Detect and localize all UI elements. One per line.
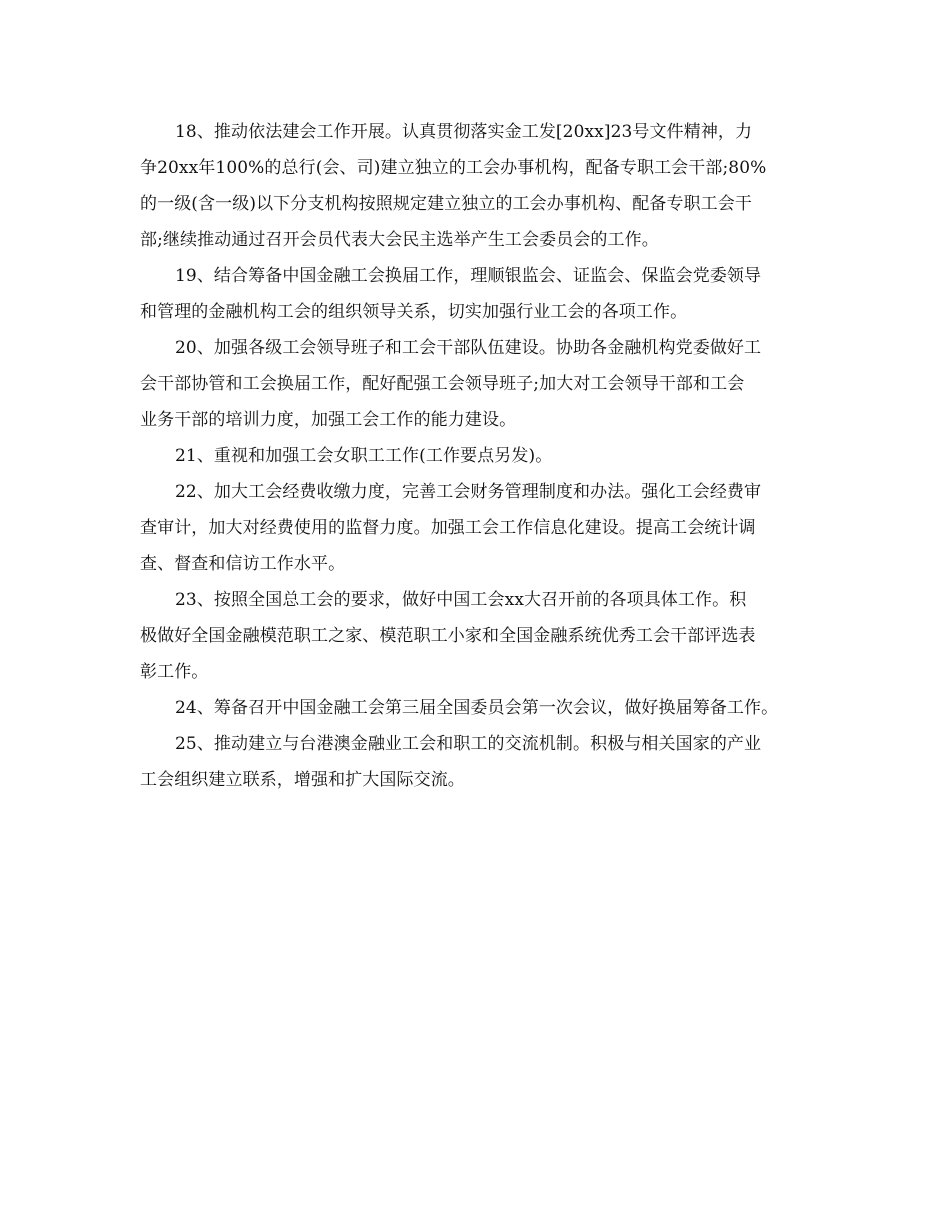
- paragraph-21: [140, 438, 820, 474]
- paragraph-24: [140, 690, 820, 726]
- paragraph-line: 的一级(含一级)以下分支机构按照规定建立独立的工会办事机构、配备专职工会干: [140, 194, 752, 214]
- paragraph-19: [140, 258, 820, 330]
- paragraph-line: 23、按照全国总工会的要求，做好中国工会xx大召开前的各项具体工作。积: [175, 590, 747, 610]
- paragraph-line: 和管理的金融机构工会的组织领导关系，切实加强行业工会的各项工作。: [140, 302, 688, 322]
- paragraph-line: 部;继续推动通过召开会员代表大会民主选举产生工会委员会的工作。: [140, 230, 659, 250]
- paragraph-line: 20、加强各级工会领导班子和工会干部队伍建设。协助各金融机构党委做好工: [175, 338, 762, 358]
- paragraph-line: 22、加大工会经费收缴力度，完善工会财务管理制度和办法。强化工会经费审: [175, 482, 762, 502]
- paragraph-line: 工会组织建立联系，增强和扩大国际交流。: [140, 770, 465, 790]
- paragraph-20: [140, 330, 820, 438]
- paragraph-line: 会干部协管和工会换届工作，配好配强工会领导班子;加大对工会领导干部和工会: [140, 374, 745, 394]
- paragraph-line: 21、重视和加强工会女职工工作(工作要点另发)。: [175, 446, 553, 466]
- paragraph-line: 查审计，加大对经费使用的监督力度。加强工会工作信息化建设。提高工会统计调: [140, 518, 756, 538]
- paragraph-line: 业务干部的培训力度，加强工会工作的能力建设。: [140, 410, 517, 430]
- paragraph-line: 争20xx年100%的总行(会、司)建立独立的工会办事机构，配备专职工会干部;80%: [140, 158, 767, 178]
- paragraph-line: 彰工作。: [140, 662, 209, 682]
- paragraph-line: 25、推动建立与台港澳金融业工会和职工的交流机制。积极与相关国家的产业: [175, 734, 762, 754]
- paragraph-line: 19、结合筹备中国金融工会换届工作，理顺银监会、证监会、保监会党委领导: [175, 266, 762, 286]
- paragraph-25: [140, 726, 820, 798]
- paragraph-23: [140, 582, 820, 690]
- paragraph-line: 18、推动依法建会工作开展。认真贯彻落实金工发[20xx]23号文件精神，力: [175, 122, 753, 142]
- paragraph-line: 查、督查和信访工作水平。: [140, 554, 346, 574]
- paragraph-line: 极做好全国金融模范职工之家、模范职工小家和全国金融系统优秀工会干部评选表: [140, 626, 756, 646]
- paragraph-line: 24、筹备召开中国金融工会第三届全国委员会第一次会议，做好换届筹备工作。: [175, 698, 779, 718]
- paragraph-22: [140, 474, 820, 582]
- paragraph-18: [140, 114, 820, 258]
- document-body: [140, 114, 820, 798]
